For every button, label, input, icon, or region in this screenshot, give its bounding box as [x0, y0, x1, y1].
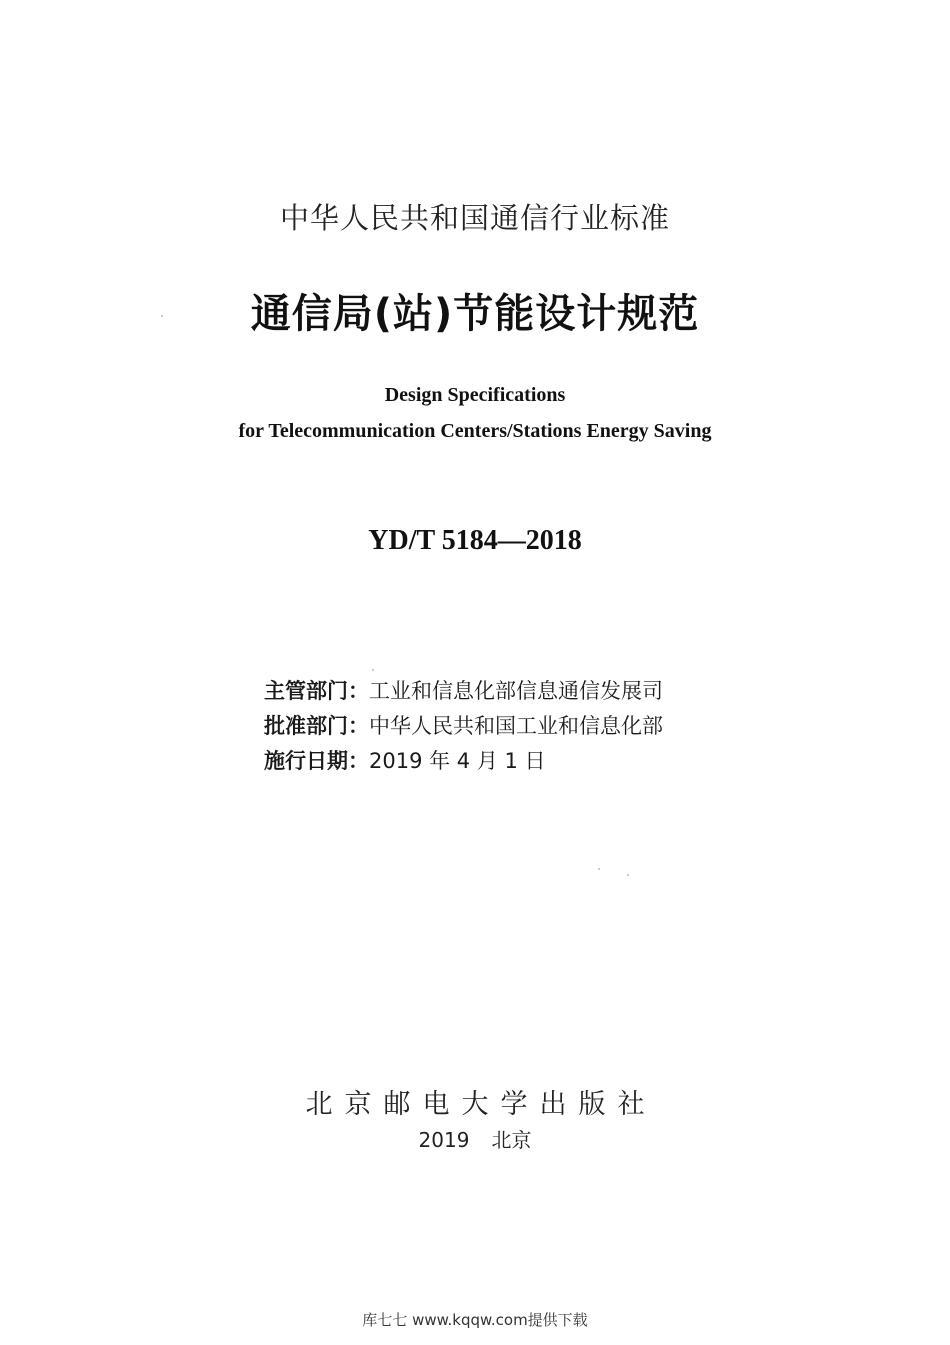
publication-year: 2019	[418, 1128, 470, 1152]
competent-department-value: 工业和信息化部信息通信发展司	[369, 679, 663, 703]
effective-date-label: 施行日期：	[264, 749, 369, 773]
approval-department-value: 中华人民共和国工业和信息化部	[369, 714, 663, 738]
publisher-name: 北京邮电大学出版社	[305, 1089, 657, 1120]
publication-city: 北京	[491, 1128, 532, 1152]
scan-speck	[161, 315, 163, 317]
competent-department-label: 主管部门：	[264, 679, 369, 703]
approval-department-row	[264, 710, 864, 740]
scan-speck	[372, 669, 374, 671]
series-title: 中华人民共和国通信行业标准	[279, 201, 670, 235]
publication-line	[0, 1124, 950, 1153]
document-title-en-line1: Design Specifications	[384, 384, 566, 406]
standard-code: YD/T 5184—2018	[368, 525, 582, 556]
document-title-cn: 通信局(站)节能设计规范	[250, 291, 700, 337]
effective-date-value: 2019 年 4 月 1 日	[369, 749, 546, 773]
approval-department-label: 批准部门：	[264, 714, 369, 738]
effective-date-row	[264, 745, 864, 775]
scan-speck	[627, 874, 629, 876]
scan-speck	[598, 868, 600, 870]
competent-department-row	[264, 675, 864, 705]
document-title-en-line2: for Telecommunication Centers/Stations Energy Saving	[238, 420, 712, 442]
download-footer: 库七七 www.kqqw.com提供下载	[362, 1311, 588, 1329]
